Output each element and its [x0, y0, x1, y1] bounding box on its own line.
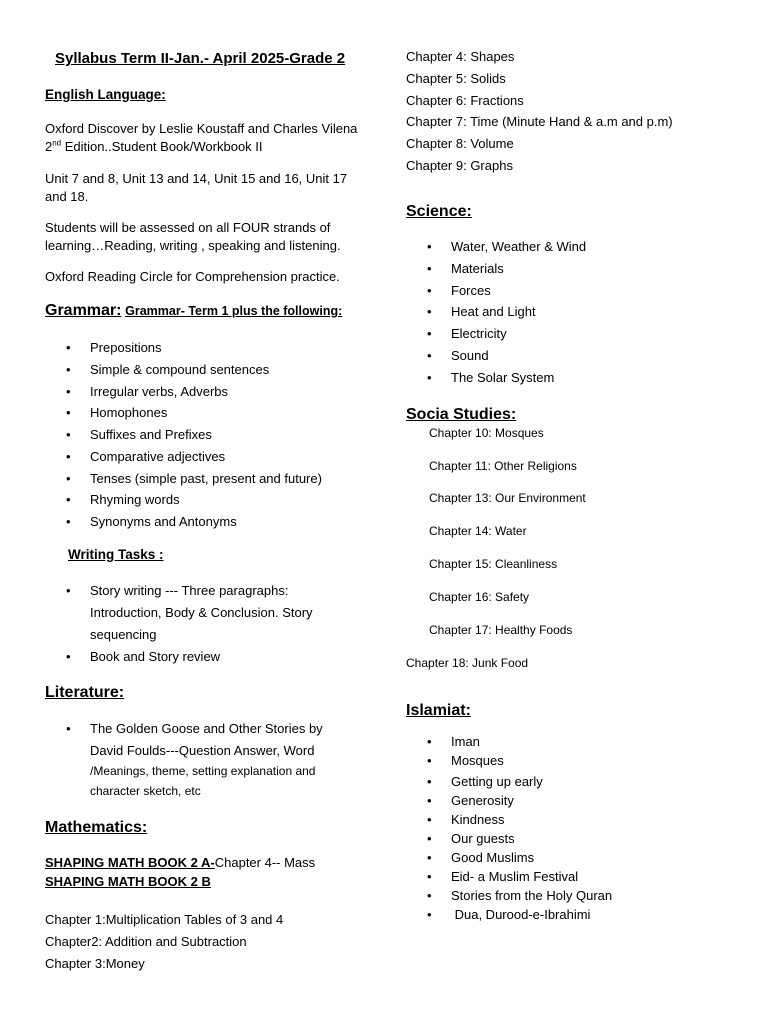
bullet-icon: • — [66, 405, 71, 420]
list-item: • Good Muslims — [451, 849, 534, 867]
bullet-icon: • — [427, 812, 432, 827]
math-chapter: Chapter 9: Graphs — [406, 158, 513, 173]
bullet-icon: • — [427, 793, 432, 808]
social-chapter: Chapter 16: Safety — [429, 590, 530, 604]
list-item: • Water, Weather & Wind — [451, 238, 586, 256]
bullet-icon: • — [427, 831, 432, 846]
bullet-icon: • — [427, 888, 432, 903]
bullet-icon: • — [66, 583, 71, 598]
list-item: • The Golden Goose and Other Stories by — [90, 720, 323, 738]
english-units-line-1: Unit 7 and 8, Unit 13 and 14, Unit 15 and 16, Unit 17 — [45, 171, 348, 186]
grammar-subheading: Grammar- Term 1 plus the following: — [125, 304, 343, 318]
bullet-icon: • — [66, 492, 71, 507]
list-item: • Our guests — [451, 830, 515, 848]
bullet-icon: • — [427, 869, 432, 884]
math-book-b-title: SHAPING MATH BOOK 2 B — [45, 874, 211, 889]
social-studies-heading: Socia Studies: — [406, 406, 517, 423]
social-chapter: Chapter 17: Healthy Foods — [429, 623, 573, 637]
english-book-line-2 — [45, 138, 263, 156]
list-item: • Irregular verbs, Adverbs — [90, 383, 228, 401]
bullet-icon: • — [427, 774, 432, 789]
list-item: • Synonyms and Antonyms — [90, 513, 237, 531]
bullet-icon: • — [427, 239, 432, 254]
english-units-line-2: and 18. — [45, 189, 89, 204]
english-book-line-1: Oxford Discover by Leslie Koustaff and Charles Vilena — [45, 121, 358, 136]
list-item-continuation: sequencing — [90, 627, 157, 642]
bullet-icon: • — [427, 326, 432, 341]
list-item: • Generosity — [451, 792, 514, 810]
page-title: Syllabus Term II-Jan.- April 2025-Grade 2 — [55, 50, 346, 67]
list-item: • Dua, Durood-e-Ibrahimi — [451, 906, 590, 924]
bullet-icon: • — [66, 340, 71, 355]
list-item: • Eid- a Muslim Festival — [451, 868, 578, 886]
list-item: • Suffixes and Prefixes — [90, 426, 212, 444]
social-chapter: Chapter 11: Other Religions — [429, 459, 577, 473]
list-item: • Comparative adjectives — [90, 448, 225, 466]
grammar-heading: Grammar: — [45, 302, 122, 319]
bullet-icon: • — [427, 850, 432, 865]
bullet-icon: • — [66, 471, 71, 486]
bullet-icon: • — [427, 261, 432, 276]
list-item: • Prepositions — [90, 339, 162, 357]
bullet-icon: • — [66, 649, 71, 664]
social-chapter: Chapter 13: Our Environment — [429, 491, 586, 505]
social-chapter: Chapter 15: Cleanliness — [429, 557, 558, 571]
math-chapter: Chapter 6: Fractions — [406, 93, 524, 108]
math-chapter: Chapter 7: Time (Minute Hand & a.m and p.m) — [406, 114, 673, 129]
list-item: • Homophones — [90, 404, 167, 422]
social-chapter: Chapter 10: Mosques — [429, 426, 544, 440]
bullet-icon: • — [66, 362, 71, 377]
english-assess-line-1: Students will be assessed on all FOUR strands of — [45, 220, 331, 235]
grammar-heading-row — [45, 300, 342, 322]
bullet-icon: • — [66, 427, 71, 442]
social-chapter: Chapter 14: Water — [429, 524, 527, 538]
edition-suffix: nd — [52, 138, 62, 148]
math-chapter: Chapter2: Addition and Subtraction — [45, 934, 247, 949]
list-item: • Getting up early — [451, 773, 543, 791]
list-item: • Forces — [451, 282, 491, 300]
list-item: • Sound — [451, 347, 489, 365]
math-chapter: Chapter 4: Shapes — [406, 49, 515, 64]
bullet-icon: • — [427, 370, 432, 385]
list-item-continuation: character sketch, etc — [90, 784, 201, 798]
edition-rest: Edition..Student Book/Workbook II — [61, 139, 263, 154]
bullet-icon: • — [66, 384, 71, 399]
list-item: • Simple & compound sentences — [90, 361, 269, 379]
list-item-continuation: /Meanings, theme, setting explanation and — [90, 764, 316, 778]
list-item-continuation: David Foulds---Question Answer, Word — [90, 743, 315, 758]
english-reading-circle: Oxford Reading Circle for Comprehension practice. — [45, 269, 340, 284]
social-chapter: Chapter 18: Junk Food — [406, 656, 529, 670]
bullet-icon: • — [427, 907, 432, 922]
list-item: • Book and Story review — [90, 648, 220, 666]
bullet-icon: • — [427, 734, 432, 749]
list-item: • Mosques — [451, 752, 504, 770]
bullet-icon: • — [66, 449, 71, 464]
math-chapter: Chapter 3:Money — [45, 956, 145, 971]
list-item: • Tenses (simple past, present and future) — [90, 470, 322, 488]
list-item: • Iman — [451, 733, 480, 751]
list-item: • Stories from the Holy Quran — [451, 887, 612, 905]
bullet-icon: • — [427, 753, 432, 768]
math-chapter: Chapter 5: Solids — [406, 71, 506, 86]
bullet-icon: • — [427, 304, 432, 319]
islamiat-heading: Islamiat: — [406, 702, 471, 719]
science-heading: Science: — [406, 203, 472, 220]
list-item: • Story writing --- Three paragraphs: — [90, 582, 288, 600]
list-item-continuation: Introduction, Body & Conclusion. Story — [90, 605, 313, 620]
list-item: • The Solar System — [451, 369, 554, 387]
edition-number: 2 — [45, 139, 53, 154]
math-chapter: Chapter 8: Volume — [406, 136, 514, 151]
bullet-icon: • — [66, 514, 71, 529]
bullet-icon: • — [427, 348, 432, 363]
list-item: • Electricity — [451, 325, 507, 343]
list-item: • Kindness — [451, 811, 504, 829]
bullet-icon: • — [66, 721, 71, 736]
english-heading: English Language: — [45, 87, 166, 102]
english-assess-line-2: learning…Reading, writing , speaking and listening. — [45, 238, 341, 253]
math-book-a — [45, 854, 315, 872]
list-item: • Rhyming words — [90, 491, 180, 509]
list-item: • Heat and Light — [451, 303, 536, 321]
math-heading: Mathematics: — [45, 819, 148, 836]
math-book-a-title: SHAPING MATH BOOK 2 A- — [45, 855, 215, 870]
list-item: • Materials — [451, 260, 504, 278]
writing-heading: Writing Tasks : — [68, 547, 164, 562]
math-book-a-chapter: Chapter 4-- Mass — [214, 855, 316, 870]
math-chapter: Chapter 1:Multiplication Tables of 3 and 4 — [45, 912, 284, 927]
literature-heading: Literature: — [45, 684, 125, 701]
bullet-icon: • — [427, 283, 432, 298]
